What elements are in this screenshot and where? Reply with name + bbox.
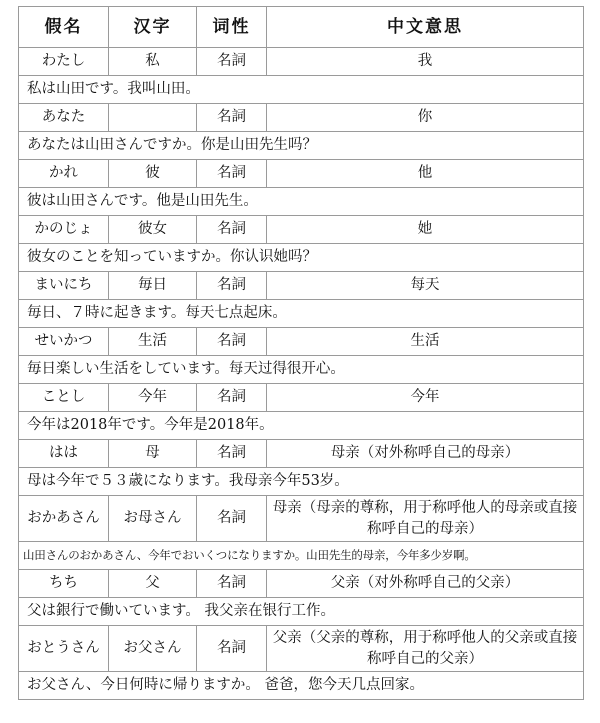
example-row <box>19 412 584 440</box>
kana-cell: おとうさん <box>19 626 109 672</box>
kanji-cell <box>109 104 197 132</box>
pos-cell: 名詞 <box>197 216 267 244</box>
meaning-cell: 我 <box>267 48 584 76</box>
example-row <box>19 468 584 496</box>
word-row <box>19 104 584 132</box>
header-kanji: 汉字 <box>109 7 197 48</box>
pos-cell: 名詞 <box>197 160 267 188</box>
example-sentence: 父は銀行で働いています。 我父亲在银行工作。 <box>19 598 584 626</box>
kanji-cell: お母さん <box>109 496 197 542</box>
example-row <box>19 244 584 272</box>
kana-cell: まいにち <box>19 272 109 300</box>
word-row <box>19 48 584 76</box>
header-meaning: 中文意思 <box>267 7 584 48</box>
kana-cell: かれ <box>19 160 109 188</box>
pos-cell: 名詞 <box>197 384 267 412</box>
kanji-cell: 生活 <box>109 328 197 356</box>
kana-cell: あなた <box>19 104 109 132</box>
pos-cell: 名詞 <box>197 272 267 300</box>
word-row <box>19 160 584 188</box>
example-row <box>19 188 584 216</box>
word-row <box>19 216 584 244</box>
meaning-cell: 他 <box>267 160 584 188</box>
header-row <box>19 7 584 48</box>
kanji-cell: 私 <box>109 48 197 76</box>
kana-cell: ことし <box>19 384 109 412</box>
example-row <box>19 76 584 104</box>
example-sentence: 山田さんのおかあさん、今年でおいくつになりますか。山田先生的母亲，今年多少岁啊。 <box>19 542 584 570</box>
kana-cell: せいかつ <box>19 328 109 356</box>
example-row <box>19 356 584 384</box>
example-sentence: お父さん、今日何時に帰りますか。 爸爸，您今天几点回家。 <box>19 672 584 700</box>
kanji-cell: お父さん <box>109 626 197 672</box>
kana-cell: はは <box>19 440 109 468</box>
example-row <box>19 598 584 626</box>
kanji-cell: 今年 <box>109 384 197 412</box>
example-sentence: 今年は2018年です。今年是2018年。 <box>19 412 584 440</box>
kana-cell: かのじょ <box>19 216 109 244</box>
pos-cell: 名詞 <box>197 570 267 598</box>
meaning-cell: 父亲（父亲的尊称，用于称呼他人的父亲或直接称呼自己的父亲） <box>267 626 584 672</box>
example-row <box>19 672 584 700</box>
pos-cell: 名詞 <box>197 496 267 542</box>
example-row <box>19 300 584 328</box>
pos-cell: 名詞 <box>197 626 267 672</box>
meaning-cell: 每天 <box>267 272 584 300</box>
example-sentence: 彼は山田さんです。他是山田先生。 <box>19 188 584 216</box>
word-row <box>19 384 584 412</box>
meaning-cell: 生活 <box>267 328 584 356</box>
kana-cell: ちち <box>19 570 109 598</box>
example-sentence: 毎日、７時に起きます。每天七点起床。 <box>19 300 584 328</box>
example-row <box>19 542 584 570</box>
example-row <box>19 132 584 160</box>
example-sentence: 母は今年で５３歳になります。我母亲今年53岁。 <box>19 468 584 496</box>
meaning-cell: 母亲（对外称呼自己的母亲） <box>267 440 584 468</box>
meaning-cell: 她 <box>267 216 584 244</box>
kanji-cell: 父 <box>109 570 197 598</box>
kana-cell: おかあさん <box>19 496 109 542</box>
header-pos: 词性 <box>197 7 267 48</box>
example-sentence: 彼女のことを知っていますか。你认识她吗？ <box>19 244 584 272</box>
kana-cell: わたし <box>19 48 109 76</box>
kanji-cell: 毎日 <box>109 272 197 300</box>
meaning-cell: 父亲（对外称呼自己的父亲） <box>267 570 584 598</box>
vocabulary-table <box>18 6 584 700</box>
word-row <box>19 570 584 598</box>
kanji-cell: 彼女 <box>109 216 197 244</box>
meaning-cell: 你 <box>267 104 584 132</box>
kanji-cell: 彼 <box>109 160 197 188</box>
word-row <box>19 328 584 356</box>
word-row <box>19 496 584 542</box>
example-sentence: 毎日楽しい生活をしています。每天过得很开心。 <box>19 356 584 384</box>
header-kana: 假名 <box>19 7 109 48</box>
pos-cell: 名詞 <box>197 328 267 356</box>
pos-cell: 名詞 <box>197 440 267 468</box>
word-row <box>19 272 584 300</box>
example-sentence: あなたは山田さんですか。你是山田先生吗？ <box>19 132 584 160</box>
meaning-cell: 母亲（母亲的尊称，用于称呼他人的母亲或直接称呼自己的母亲） <box>267 496 584 542</box>
word-row <box>19 626 584 672</box>
pos-cell: 名詞 <box>197 104 267 132</box>
example-sentence: 私は山田です。我叫山田。 <box>19 76 584 104</box>
meaning-cell: 今年 <box>267 384 584 412</box>
pos-cell: 名詞 <box>197 48 267 76</box>
kanji-cell: 母 <box>109 440 197 468</box>
word-row <box>19 440 584 468</box>
